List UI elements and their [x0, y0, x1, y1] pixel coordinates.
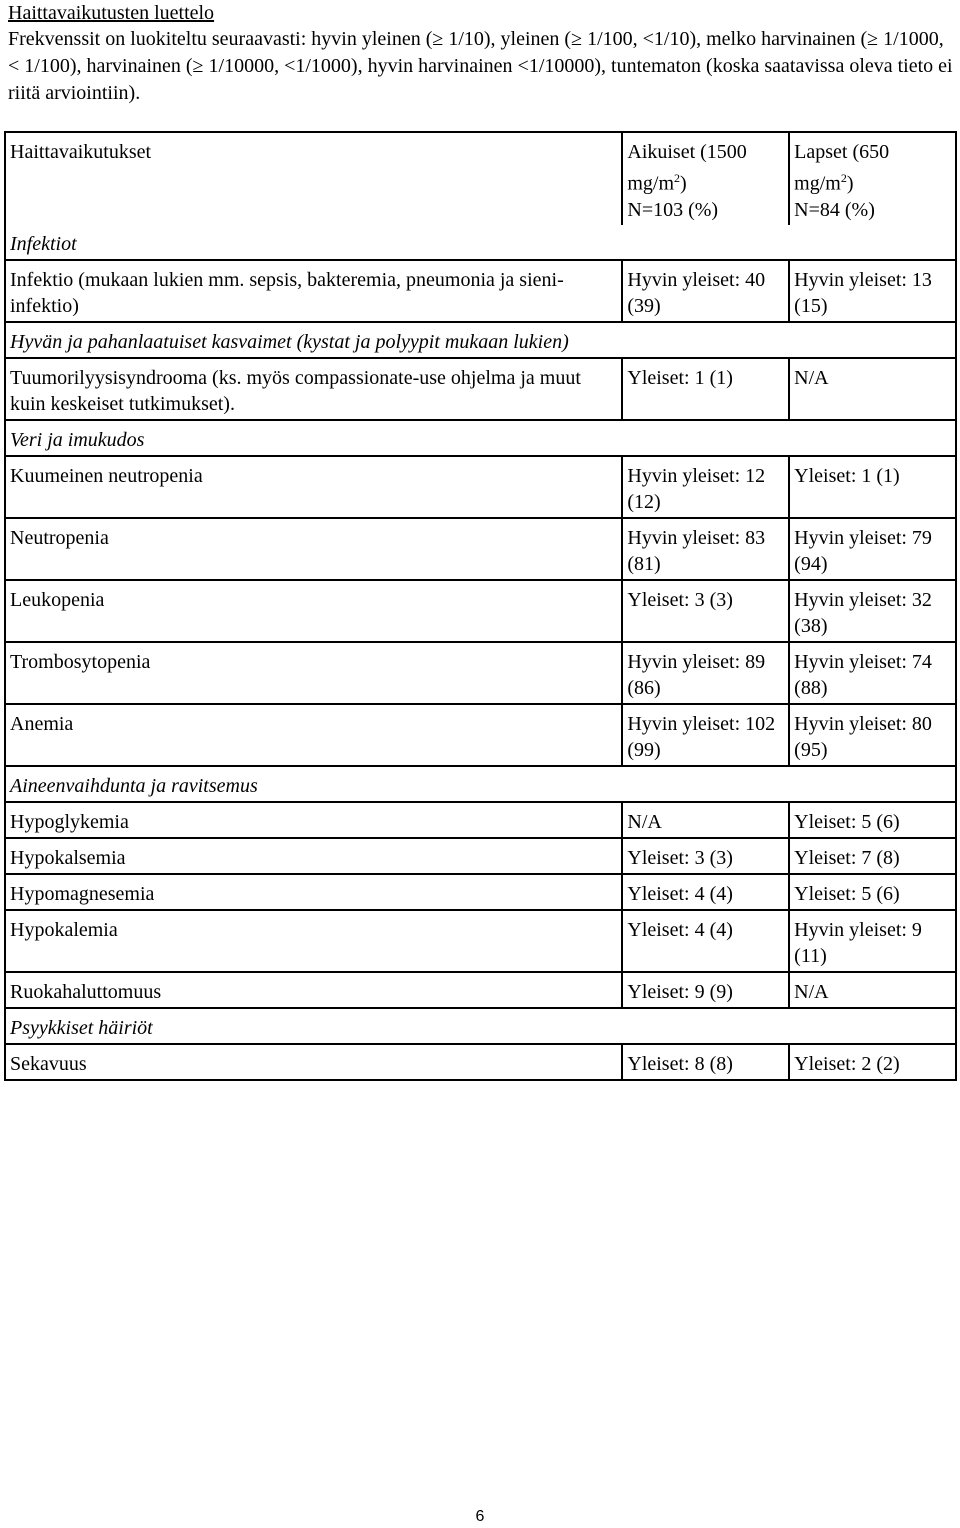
- table-row: [5, 972, 956, 1008]
- reaction-name: Hypokalemia: [5, 910, 622, 972]
- category-infektiot: Infektiot: [5, 225, 956, 260]
- category-kasvaimet: Hyvän ja pahanlaatuiset kasvaimet (kystat ja polyypit mukaan lukien): [5, 322, 956, 358]
- category-row: [5, 420, 956, 456]
- adults-frequency: Yleiset: 8 (8): [622, 1044, 789, 1080]
- children-frequency: Yleiset: 5 (6): [789, 802, 956, 838]
- category-row: [5, 225, 956, 260]
- adults-frequency: Yleiset: 1 (1): [622, 358, 789, 420]
- children-frequency: Hyvin yleiset: 9 (11): [789, 910, 956, 972]
- frequency-intro: Frekvenssit on luokiteltu seuraavasti: hyvin yleinen (≥ 1/10), yleinen (≥ 1/100, <1/10), melko harvinainen (≥ 1/1000, < 1/100), harvinainen (≥ 1/10000, <1/1000), hyvin harvinainen <1/10000), tuntematon (koska saatavissa oleva tieto ei riitä arviointiin).: [8, 28, 953, 104]
- table-row: [5, 1044, 956, 1080]
- reaction-name: Infektio (mukaan lukien mm. sepsis, bakteremia, pneumonia ja sieni-infektio): [5, 260, 622, 322]
- reaction-name: Hypoglykemia: [5, 802, 622, 838]
- category-psyykkiset: Psyykkiset häiriöt: [5, 1008, 956, 1044]
- reaction-name: Sekavuus: [5, 1044, 622, 1080]
- adults-frequency: N/A: [622, 802, 789, 838]
- table-row: [5, 456, 956, 518]
- table-row: [5, 260, 956, 322]
- children-frequency: Hyvin yleiset: 79 (94): [789, 518, 956, 580]
- reaction-name: Leukopenia: [5, 580, 622, 642]
- header-reactions: [5, 132, 622, 225]
- table-row: [5, 358, 956, 420]
- adults-frequency: Hyvin yleiset: 12 (12): [622, 456, 789, 518]
- adverse-reactions-table: [4, 131, 957, 1081]
- header-adults-close: ): [680, 172, 687, 195]
- children-frequency: Hyvin yleiset: 32 (38): [789, 580, 956, 642]
- table-header-row: [5, 132, 956, 225]
- children-frequency: Yleiset: 2 (2): [789, 1044, 956, 1080]
- header-children-line1: Lapset (650: [794, 141, 890, 163]
- header-adults-sup: 2: [674, 171, 681, 185]
- adults-frequency: Yleiset: 3 (3): [622, 838, 789, 874]
- adults-frequency: Yleiset: 3 (3): [622, 580, 789, 642]
- reaction-name: Anemia: [5, 704, 622, 766]
- children-frequency: Yleiset: 5 (6): [789, 874, 956, 910]
- children-frequency: Hyvin yleiset: 13 (15): [789, 260, 956, 322]
- children-frequency: Hyvin yleiset: 80 (95): [789, 704, 956, 766]
- table-row: [5, 642, 956, 704]
- adults-frequency: Hyvin yleiset: 40 (39): [622, 260, 789, 322]
- reaction-name: Kuumeinen neutropenia: [5, 456, 622, 518]
- table-row: [5, 580, 956, 642]
- header-children-sup: 2: [840, 171, 847, 185]
- reaction-name: Hypokalsemia: [5, 838, 622, 874]
- children-frequency: Hyvin yleiset: 74 (88): [789, 642, 956, 704]
- table-row: [5, 518, 956, 580]
- table-row: [5, 874, 956, 910]
- page-number: 6: [475, 1508, 485, 1525]
- table-row: [5, 704, 956, 766]
- category-aineenvaihdunta: Aineenvaihdunta ja ravitsemus: [5, 766, 956, 802]
- category-row: [5, 766, 956, 802]
- header-children-n: N=84 (%): [794, 198, 875, 221]
- header-adults-line1: Aikuiset (1500: [627, 141, 747, 163]
- reaction-name: Hypomagnesemia: [5, 874, 622, 910]
- header-adults: [622, 132, 789, 225]
- header-children-unit: mg/m: [794, 172, 841, 195]
- section-heading: Haittavaikutusten luettelo: [8, 2, 215, 24]
- table-row: [5, 910, 956, 972]
- header-adults-n: N=103 (%): [627, 198, 719, 221]
- adults-frequency: Yleiset: 4 (4): [622, 874, 789, 910]
- adults-frequency: Hyvin yleiset: 102 (99): [622, 704, 789, 766]
- header-children: [789, 132, 956, 225]
- children-frequency: Yleiset: 7 (8): [789, 838, 956, 874]
- reaction-name: Ruokahaluttomuus: [5, 972, 622, 1008]
- header-reactions-label: Haittavaikutukset: [10, 141, 152, 163]
- adults-frequency: Hyvin yleiset: 89 (86): [622, 642, 789, 704]
- category-veri: Veri ja imukudos: [5, 420, 956, 456]
- children-frequency: Yleiset: 1 (1): [789, 456, 956, 518]
- adults-frequency: Hyvin yleiset: 83 (81): [622, 518, 789, 580]
- reaction-name: Tuumorilyysisyndrooma (ks. myös compassionate-use ohjelma ja muut kuin keskeiset tutkimukset).: [5, 358, 622, 420]
- table-row: [5, 802, 956, 838]
- reaction-name: Trombosytopenia: [5, 642, 622, 704]
- header-children-close: ): [846, 172, 854, 195]
- adults-frequency: Yleiset: 4 (4): [622, 910, 789, 972]
- category-row: [5, 1008, 956, 1044]
- adults-frequency: Yleiset: 9 (9): [622, 972, 789, 1008]
- category-row: [5, 322, 956, 358]
- header-adults-unit: mg/m: [627, 172, 675, 195]
- children-frequency: N/A: [789, 972, 956, 1008]
- reaction-name: Neutropenia: [5, 518, 622, 580]
- children-frequency: N/A: [789, 358, 956, 420]
- table-row: [5, 838, 956, 874]
